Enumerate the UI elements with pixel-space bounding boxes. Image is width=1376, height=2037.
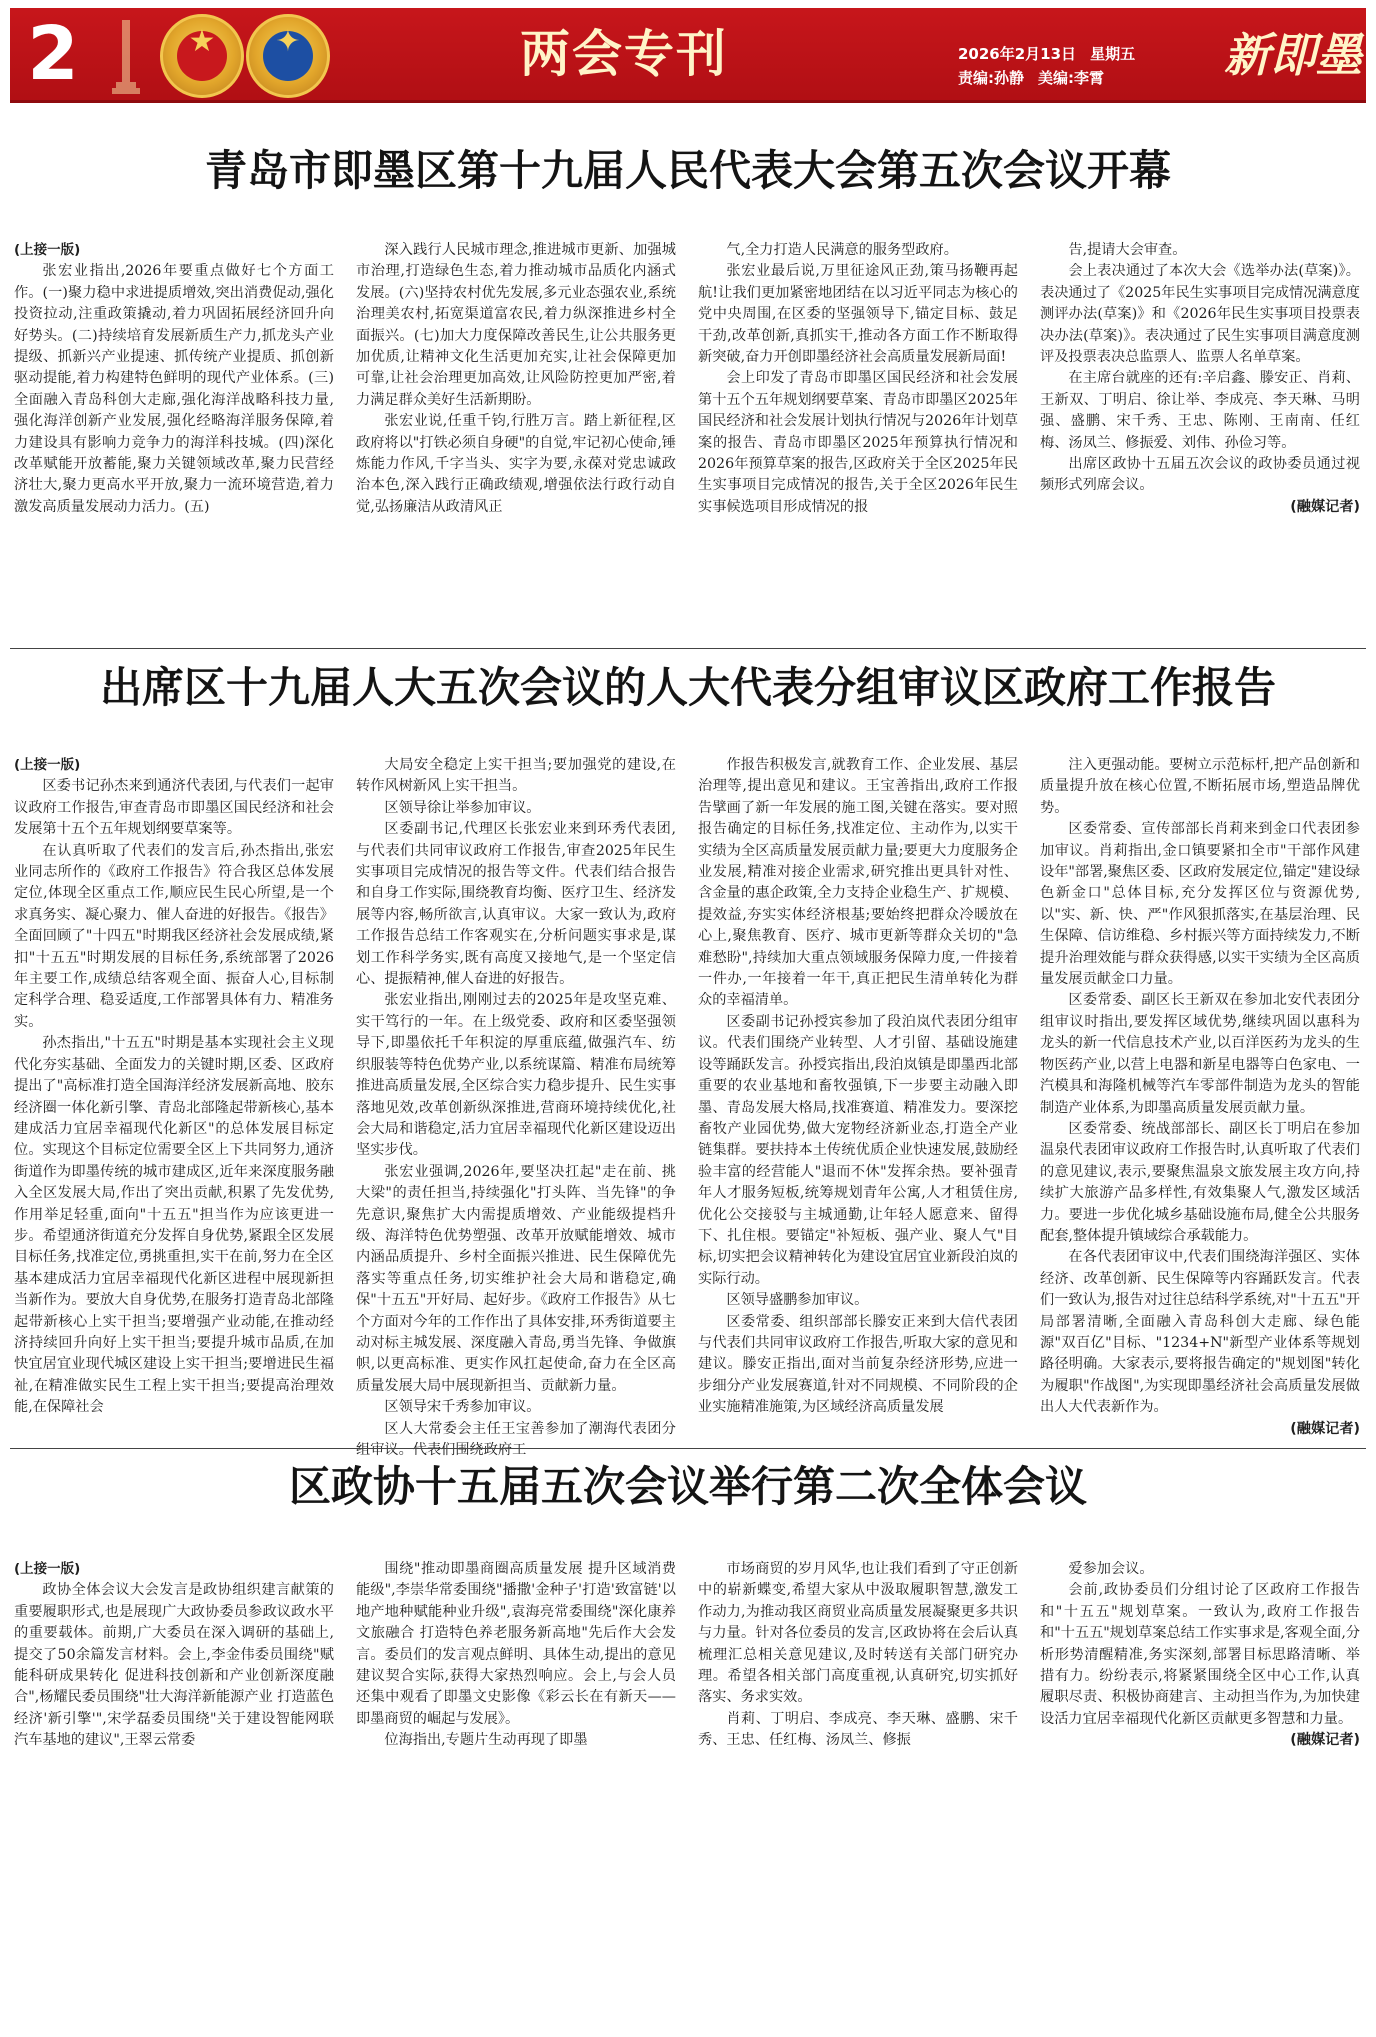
article-3-column-1 xyxy=(14,1559,334,2033)
paper-name-logo: 新即墨 xyxy=(1224,28,1362,82)
paragraph: 气,全力打造人民满意的服务型政府。 xyxy=(726,242,958,258)
article-1-column-1 xyxy=(14,240,334,638)
article-2-byline: (融媒记者) xyxy=(1290,1420,1360,1437)
paragraph: 告,提请大会审查。 xyxy=(1068,242,1187,258)
article-1-headline: 青岛市即墨区第十九届人民代表大会第五次会议开幕 xyxy=(204,146,1171,195)
masthead-banner xyxy=(10,8,1366,103)
national-emblem-icon: ★ xyxy=(160,14,244,98)
article-2-body xyxy=(14,755,1361,1458)
article-1-column-4 xyxy=(1040,240,1360,638)
article-2-headline: 出席区十九届人大五次会议的人大代表分组审议区政府工作报告 xyxy=(99,663,1276,712)
section-divider xyxy=(10,648,1366,649)
article-2-lead: (上接一版) xyxy=(14,757,81,773)
paragraph: 会前,政协委员们分组讨论了区政府工作报告和"十五五"规划草案。一致认为,政府工作报告和"十五五"规划草案总结工作实事求是,客观全面,分析形势清醒精准,务实深刻,部署目标思路清晰、举措有力。纷纷表示,将紧紧围绕全区中心工作,认真履职尽责、积极协商建言、主动担当作为,为加快建设活力宜居幸福现代化新区贡献更多智慧和力量。 xyxy=(1040,1582,1361,1727)
page-number: 2 xyxy=(27,11,79,97)
paragraph: 深入践行人民城市理念,推进城市更新、加强城市治理,打造绿色生态,着力推动城市品质化内涵式发展。(六)坚持农村优先发展,多元业态强农业,系统治理美农村,拓宽渠道富农民,着力纵深推进乡村全面振兴。(七)加大力度保障改善民生,让公共服务更加优质,让精神文化生活更加充实,让社会保障更加可靠,让社会治理更加高效,让风险防控更加严密,着力满足群众美好生活新期盼。 xyxy=(356,242,676,408)
paragraph: 在认真听取了代表们的发言后,孙杰指出,张宏业同志所作的《政府工作报告》符合我区总体发展定位,体现全区重点工作,顺应民生民心所望,是一个求真务实、凝心聚力、催人奋进的好报告。《报告》全面回顾了"十四五"时期我区经济社会发展成绩,紧扣"十五五"时期发展的目标任务,系统部署了2026年主要工作,成绩总结客观全面、振奋人心,目标制定科学合理、稳妥适度,工作部署具体有力、精准务实。 xyxy=(14,842,334,1030)
paragraph: 出席区政协十五届五次会议的政协委员通过视频形式列席会议。 xyxy=(1040,456,1360,494)
paragraph: 会上表决通过了本次大会《选举办法(草案)》。表决通过了《2025年民生实事项目完成情况满意度测评办法(草案)》和《2026年民生实事项目投票表决办法(草案)》。表决通过了民生实事项目满意度测评及投票表决总监票人、监票人名单草案。 xyxy=(1040,263,1360,366)
paragraph: 区委副书记孙授宾参加了段泊岚代表团分组审议。代表们围绕产业转型、人才引留、基础设施建设等踊跃发言。孙授宾指出,段泊岚镇是即墨西北部重要的农业基地和畜牧强镇,下一步要主动融入即墨、青岛发展大格局,找准赛道、精准发力。要深挖畜牧产业园优势,做大宠物经济新业态,打造全产业链集群。要扶持本土传统优质企业快速发展,鼓励经验丰富的经营能人"退而不休"发挥余热。要补强青年人才服务短板,统筹规划青年公寓,人才租赁住房,优化公交接驳与主城通勤,让年轻人愿意来、留得下、扎住根。要锚定"补短板、强产业、聚人气"目标,切实把会议精神转化为建设宜居宜业新段泊岚的实际行动。 xyxy=(698,1013,1018,1287)
article-2-column-4 xyxy=(1040,755,1360,1461)
article-3-byline: (融媒记者) xyxy=(1290,1732,1360,1749)
paragraph: 区委常委、组织部部长滕安正来到大信代表团与代表们共同审议政府工作报告,听取大家的意见和建议。滕安正指出,面对当前复杂经济形势,应进一步细分产业发展赛道,针对不同规模、不同阶段的企业实施精准施策,为区域经济高质量发展 xyxy=(698,1313,1018,1416)
paragraph: 注入更强动能。要树立示范标杆,把产品创新和质量提升放在核心位置,不断拓展市场,塑造品牌优势。 xyxy=(1040,757,1360,816)
article-1-body xyxy=(14,240,1360,638)
paragraph: 张宏业指出,刚刚过去的2025年是攻坚克难、实干笃行的一年。在上级党委、政府和区委坚强领导下,即墨依托千年积淀的厚重底蕴,做强汽车、纺织服装等特色优势产业,以系统谋篇、精准布局统筹推进高质量发展,全区综合实力稳步提升、民生实事落地见效,改革创新纵深推进,营商环境持续优化,社会大局和谐稳定,活力宜居幸福现代化新区建设迈出坚实步伐。 xyxy=(356,992,676,1159)
editor-credit: 责编:孙静 xyxy=(958,69,1024,87)
paragraph: 区委常委、宣传部部长肖莉来到金口代表团参加审议。肖莉指出,金口镇要紧扣全市"干部作风建设年"部署,聚焦区委、区政府发展定位,锚定"建设绿色新金口"总体目标,充分发挥区位与资源优势,以"实、新、快、严"作风狠抓落实,在基层治理、民生保障、信访维稳、乡村振兴等方面持续发力,不断提升治理效能与群众获得感,以实干实绩为全区高质量发展贡献金口力量。 xyxy=(1040,821,1361,988)
paragraph: 张宏业最后说,万里征途风正劲,策马扬鞭再起航!让我们更加紧密地团结在以习近平同志为核心的党中央周围,在区委的坚强领导下,锚定目标、鼓足干劲,改革创新,真抓实干,推动各方面工作不断取得新突破,奋力开创即墨经济社会高质量发展新局面! xyxy=(698,263,1018,366)
article-1-column-3 xyxy=(698,240,1018,638)
article-3-column-3 xyxy=(698,1559,1018,2033)
issue-weekday: 星期五 xyxy=(1090,45,1136,63)
section-divider xyxy=(10,1448,1366,1449)
paragraph: 市场商贸的岁月风华,也让我们看到了守正创新中的崭新蝶变,希望大家从中汲取履职智慧,激发工作动力,为推动我区商贸业高质量发展凝聚更多共识与力量。针对各位委员的发言,区政协将在会后认真梳理汇总相关意见建议,及时转送有关部门研究办理。希望各相关部门高度重视,认真研究,切实抓好落实、务求实效。 xyxy=(698,1561,1018,1706)
paragraph: 爱参加会议。 xyxy=(1068,1561,1154,1577)
paragraph: 区领导盛鹏参加审议。 xyxy=(726,1292,869,1309)
paragraph: 张宏业强调,2026年,要坚决扛起"走在前、挑大梁"的责任担当,持续强化"打头阵、当先锋"的争先意识,聚焦扩大内需提质增效、产业能级提档升级、海洋特色优势塑强、改革开放赋能增效、城市内涵品质提升、乡村全面振兴推进、民生保障优先落实等重点任务,切实维护社会大局和谐稳定,确保"十五五"开好局、起好步。《政府工作报告》从七个方面对今年的工作作出了具体安排,环秀街道要主动对标主城发展、深度融入青岛,勇当先锋、争做旗帜,以更高标准、更实作风扛起使命,奋力在全区高质量发展大局中展现新担当、贡献新力量。 xyxy=(356,1163,676,1394)
paragraph: 围绕"推动即墨商圈高质量发展 提升区域消费能级",李崇华常委围绕"播撒'金种子'打造'致富链'以地产地种赋能种业升级",袁海亮常委围绕"深化康养文旅融合 打造特色养老服务新高地"先后作大会发言。委员们的发言观点鲜明、具体生动,提出的意见建议契合实际,获得大家热烈响应。会上,与会人员还集中观看了即墨文史影像《彩云长在有新天——即墨商贸的崛起与发展》。 xyxy=(356,1561,676,1727)
paragraph: 区领导徐让举参加审议。 xyxy=(384,799,541,816)
paragraph: 区委常委、统战部部长、副区长丁明启在参加温泉代表团审议政府工作报告时,认真听取了代表们的意见建议,表示,要聚焦温泉文旅发展主攻方向,持续扩大旅游产品多样性,有效集聚人气,激发区域活力。要进一步优化城乡基础设施布局,健全公共服务配套,整体提升镇域综合承载能力。 xyxy=(1040,1120,1360,1244)
paragraph: 作报告积极发言,就教育工作、企业发展、基层治理等,提出意见和建议。王宝善指出,政府工作报告擘画了新一年发展的施工图,关键在落实。要对照报告确定的目标任务,找准定位、主动作为,以实干实绩为全区高质量发展贡献力量;要更大力度服务企业发展,精准对接企业需求,研究推出更具针对性、含金量的惠企政策,全力支持企业稳生产、扩规模、提效益,夯实实体经济根基;要始终把群众冷暖放在心上,聚焦教育、医疗、城市更新等群众关切的"急难愁盼",持续加大重点领域服务保障力度,一件接着一件办,一年接着一年干,真正把民生清单转化为群众的幸福清单。 xyxy=(698,757,1018,1009)
article-3-body xyxy=(14,1559,1360,2033)
article-2-column-1 xyxy=(14,755,334,1461)
cppcc-emblem-icon: ✦ xyxy=(246,14,330,98)
article-2-column-3 xyxy=(698,755,1018,1461)
paragraph: 张宏业指出,2026年要重点做好七个方面工作。(一)聚力稳中求进提质增效,突出消费促动,强化投资拉动,注重政策撬动,着力巩固拓展经济回升向好势头。(二)持续培育发展新质生产力,抓龙头产业提级、抓新兴产业提速、抓传统产业提质、抓创新驱动提能,着力构建特色鲜明的现代产业体系。(三)全面融入青岛科创大走廊,强化海洋战略科技力量,强化海洋创新产业发展,强化经略海洋服务保障,着力建设具有影响力竞争力的海洋科技城。(四)深化改革赋能开放蓄能,聚力关键领域改革,聚力民营经济壮大,聚力更高水平开放,聚力一流环境营造,着力激发高质量发展动力活力。(五) xyxy=(14,263,334,515)
paragraph: 在各代表团审议中,代表们围绕海洋强区、实体经济、改革创新、民生保障等内容踊跃发言。代表们一致认为,报告对过往总结科学系统,对"十五五"开局部署清晰,全面融入青岛科创大走廊、绿色能源"双百亿"目标、"1234+N"新型产业体系等规划路径明确。大家表示,要将报告确定的"规划图"转化为履职"作战图",为实现即墨经济社会高质量发展做出人大代表新作为。 xyxy=(1040,1249,1361,1416)
monument-icon xyxy=(106,16,146,96)
paragraph: 孙杰指出,"十五五"时期是基本实现社会主义现代化夯实基础、全面发力的关键时期,区委、区政府提出了"高标准打造全国海洋经济发展新高地、胶东经济圈一体化新引擎、青岛北部隆起带新核心,基本建成活力宜居幸福现代化新区"的总体发展目标定位。实现这个目标定位需要全区上下共同努力,通济街道作为即墨传统的城市建成区,近年来深度服务融入全区发展大局,作出了突出贡献,积累了先发优势,作用举足轻重,面向"十五五"担当作为应该更进一步。希望通济街道充分发挥自身优势,紧跟全区发展目标任务,找准定位,勇挑重担,实干在前,努力在全区基本建成活力宜居幸福现代化新区进程中展现新担当新作为。要放大自身优势,在服务打造青岛北部隆起带新核心上实干担当;要增强产业动能,在推动经济持续回升向好上实干担当;要提升城市品质,在加快宜居宜业现代城区建设上实干担当;要增进民生福祉,在精准做实民生工程上实干担当;要提高治理效能,在保障社会 xyxy=(14,1035,334,1416)
paragraph: 位海指出,专题片生动再现了即墨 xyxy=(384,1732,588,1749)
paragraph: 政协全体会议大会发言是政协组织建言献策的重要履职形式,也是展现广大政协委员参政议政水平的重要载体。前期,广大委员在深入调研的基础上,提交了50余篇发言材料。会上,李金伟委员围绕"赋能科研成果转化 促进科技创新和产业创新深度融合",杨耀民委员围绕"壮大海洋新能源产业 打造蓝色经济'新引擎'",宋学磊委员围绕"关于建设智能网联汽车基地的建议",王翠云常委 xyxy=(14,1582,335,1749)
paragraph: 张宏业说,任重千钧,行胜万言。踏上新征程,区政府将以"打铁必须自身硬"的自觉,牢记初心使命,锤炼能力作风,千字当头、实字为要,永葆对党忠诚政治本色,深入践行正确政绩观,增强依法行政行动自觉,弘扬廉洁从政清风正 xyxy=(356,413,677,515)
article-1-byline: (融媒记者) xyxy=(1290,498,1360,515)
article-3-column-2 xyxy=(356,1559,676,2033)
article-3-headline: 区政协十五届五次会议举行第二次全体会议 xyxy=(288,1462,1087,1511)
paragraph: 在主席台就座的还有:辛启鑫、滕安正、肖莉、王新双、丁明启、徐让举、李成亮、李天琳、马明强、盛鹏、宋千秀、王忠、陈刚、王南南、任红梅、汤凤兰、修振爱、刘伟、孙俭习等。 xyxy=(1040,370,1360,451)
column-title: 两会专刊 xyxy=(520,25,728,83)
issue-meta xyxy=(958,42,1218,90)
article-3-column-4 xyxy=(1040,1559,1360,2033)
article-1-lead: (上接一版) xyxy=(14,242,81,258)
paragraph: 区委常委、副区长王新双在参加北安代表团分组审议时指出,要发挥区域优势,继续巩固以惠科为龙头的新一代信息技术产业,以百洋医药为龙头的生物医药产业,以营上电器和新星电器等白色家电、一汽模具和海隆机械等汽车零部件制造为龙头的智能制造产业体系,为即墨高质量发展贡献力量。 xyxy=(1040,992,1360,1116)
paragraph: 区委书记孙杰来到通济代表团,与代表们一起审议政府工作报告,审查青岛市即墨区国民经济和社会发展第十五个五年规划纲要草案等。 xyxy=(14,778,334,838)
issue-date: 2026年2月13日 xyxy=(958,45,1077,63)
paragraph: 肖莉、丁明启、李成亮、李天琳、盛鹏、宋千秀、王忠、任红梅、汤凤兰、修振 xyxy=(698,1710,1018,1749)
paragraph: 区委副书记,代理区长张宏业来到环秀代表团,与代表们共同审议政府工作报告,审查2025年民生实事项目完成情况的报告等文件。代表们结合报告和自身工作实际,围绕教育均衡、医疗卫生、经济发展等内容,畅所欲言,认真审议。大家一致认为,政府工作报告总结工作客观实在,分析问题实事求是,谋划工作科学务实,既有高度又接地气,是一个坚定信心、提振精神,催人奋进的好报告。 xyxy=(356,821,676,988)
paragraph: 大局安全稳定上实干担当;要加强党的建设,在转作风树新风上实干担当。 xyxy=(356,757,676,795)
paragraph: 会上印发了青岛市即墨区国民经济和社会发展第十五个五年规划纲要草案、青岛市即墨区2025年国民经济和社会发展计划执行情况与2026年计划草案的报告、青岛市即墨区2025年预算执行情况和2026年预算草案的报告,区政府关于全区2025年民生实事项目完成情况的报告,关于全区2026年民生实事候选项目形成情况的报 xyxy=(698,370,1018,515)
article-3-lead: (上接一版) xyxy=(14,1561,81,1577)
paragraph: 区人大常委会主任王宝善参加了潮海代表团分组审议。代表们围绕政府工 xyxy=(356,1420,676,1458)
paragraph: 区领导宋千秀参加审议。 xyxy=(384,1399,541,1416)
designer-credit: 美编:李霄 xyxy=(1038,69,1104,87)
article-1-column-2 xyxy=(356,240,676,638)
article-2-column-2 xyxy=(356,755,676,1461)
